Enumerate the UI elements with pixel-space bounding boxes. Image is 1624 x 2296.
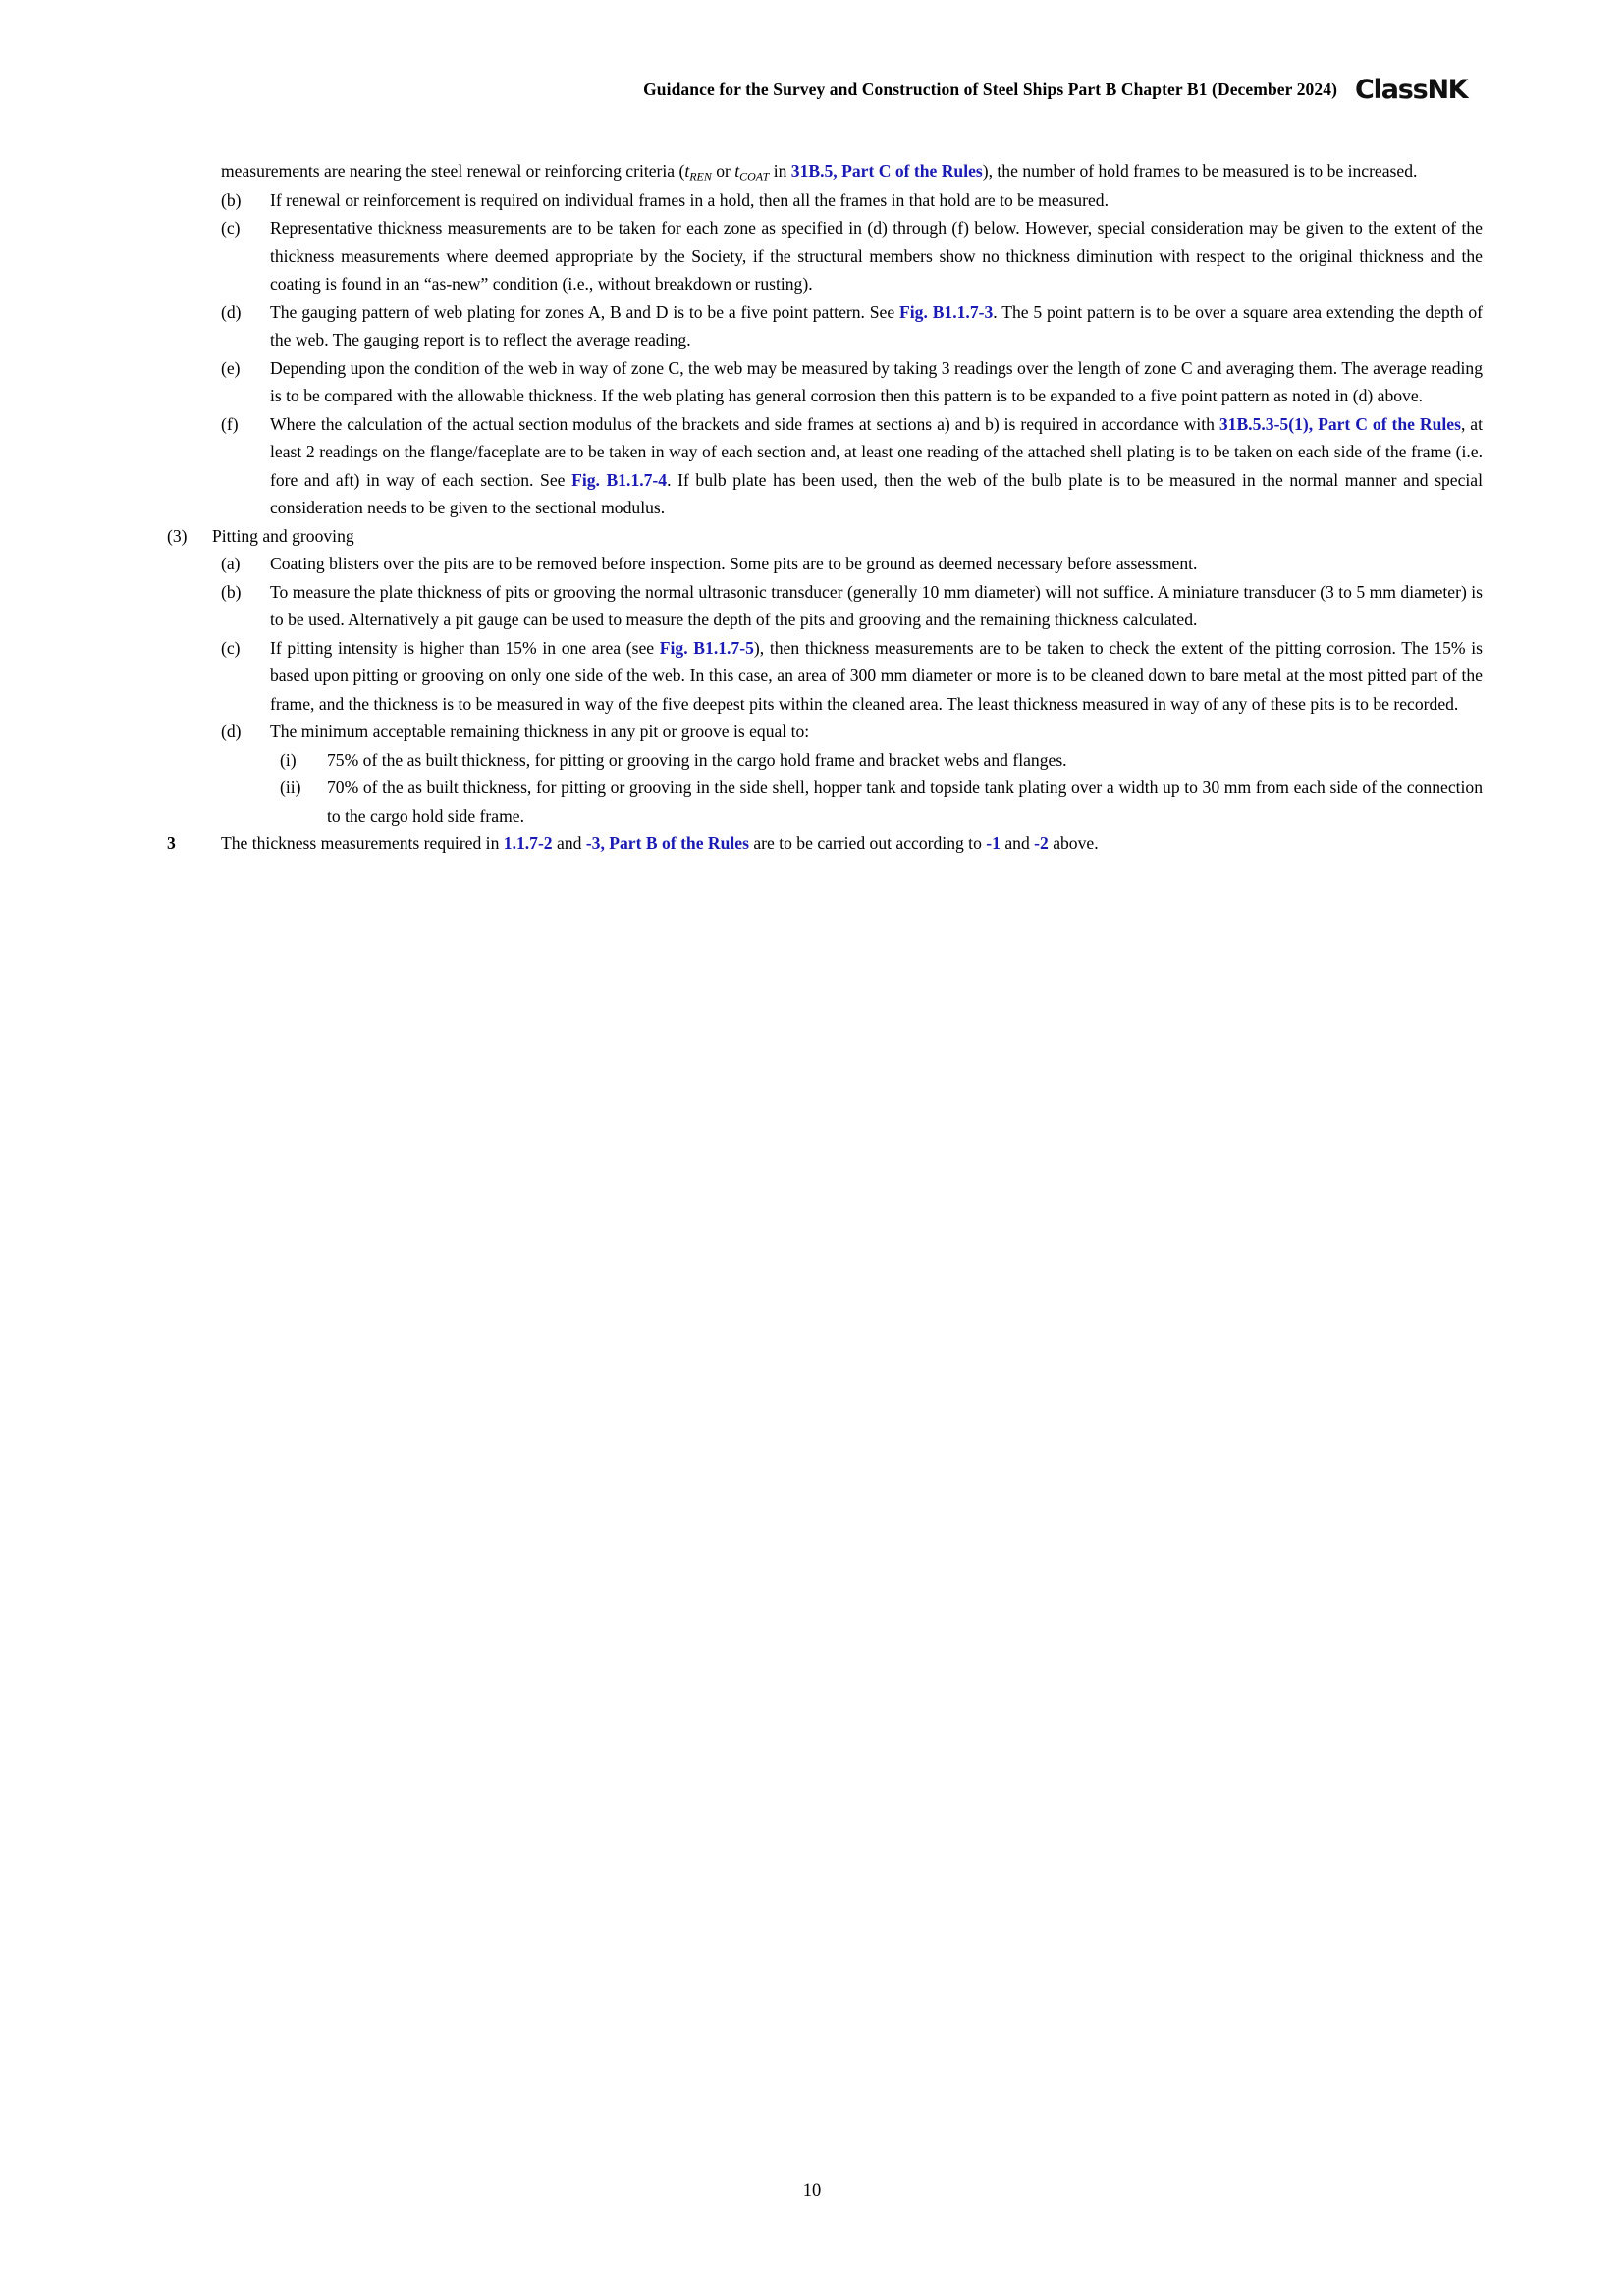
- page-header: [275, 77, 1467, 103]
- t-coat-symbol: t: [734, 161, 740, 181]
- list-item: [221, 354, 1483, 410]
- text-segment: are to be carried out according to: [748, 833, 987, 854]
- list-marker: (b): [221, 189, 242, 210]
- list-item: [221, 187, 1483, 215]
- continuation-post: ), the number of hold frames to be measured is to be increased.: [982, 161, 1418, 181]
- continuation-pre: measurements are nearing the steel renewal or reinforcing criteria (: [221, 161, 685, 181]
- internal-reference-link[interactable]: -1: [986, 833, 1001, 854]
- text-segment: and: [552, 833, 586, 854]
- text-segment: The thickness measurements required in: [221, 833, 504, 854]
- continuation-or: or: [711, 161, 735, 181]
- list-item-text: Pitting and grooving: [212, 525, 354, 546]
- classnk-logo: [1355, 77, 1467, 103]
- continuation-mid: in: [769, 161, 791, 181]
- list-marker: (c): [221, 637, 241, 658]
- text-segment: The gauging pattern of web plating for zones A, B and D is to be a five point pattern. See: [270, 301, 900, 322]
- rules-reference-link[interactable]: -3, Part B of the Rules: [585, 833, 749, 854]
- list-item-text: Coating blisters over the pits are to be removed before inspection. Some pits are to be ground as deemed necessary before assessment.: [270, 554, 1198, 574]
- logo-class-text: Class: [1355, 75, 1428, 105]
- list-marker: (b): [221, 581, 242, 602]
- internal-reference-link[interactable]: -2: [1034, 833, 1049, 854]
- text-segment: and: [1000, 833, 1035, 854]
- list-item-text: The minimum acceptable remaining thickness in any pit or groove is equal to:: [270, 721, 810, 742]
- paragraph-continuation: [221, 157, 1483, 187]
- text-segment: . If bulb plate has been used, then the web of the bulb plate is to be measured in the normal manner and special consideration needs to be given to the sectional modulus.: [270, 469, 1483, 518]
- list-item-text: To measure the plate thickness of pits or grooving the normal ultrasonic transducer (generally 10 mm diameter) will not suffice. A miniature transducer (3 to 5 mm diameter) is to be used. Alternatively a pit gauge can be used to measure the depth of the pits and grooving and the remaining thickness calculated.: [270, 581, 1483, 630]
- list-item: [221, 298, 1483, 354]
- list-item-text: [270, 410, 1483, 522]
- list-item: [221, 410, 1483, 522]
- cross-reference-link[interactable]: 31B.5, Part C of the Rules: [790, 161, 983, 181]
- list-item-text: 70% of the as built thickness, for pitting or grooving in the side shell, hopper tank and topside tank plating over a width up to 30 mm from each side of the connection to the cargo hold side frame.: [327, 777, 1483, 826]
- text-segment: above.: [1048, 833, 1099, 854]
- list-item-text: 75% of the as built thickness, for pitting or grooving in the cargo hold frame and bracket webs and flanges.: [327, 749, 1067, 770]
- list-item-text: If renewal or reinforcement is required on individual frames in a hold, then all the frames in that hold are to be measured.: [270, 189, 1109, 210]
- list-item: [280, 746, 1483, 774]
- t-ren-symbol: t: [684, 161, 690, 181]
- rules-reference-link[interactable]: 31B.5.3-5(1), Part C of the Rules: [1218, 413, 1461, 434]
- list-marker: (d): [221, 721, 242, 742]
- logo-nk-text: NK: [1427, 75, 1467, 105]
- figure-reference-link[interactable]: Fig. B1.1.7-3: [899, 301, 994, 322]
- list-item-text: Representative thickness measurements are to be taken for each zone as specified in (d) through (f) below. However, special consideration may be given to the extent of the thickness measurements where deemed appropriate by the Society, if the structural members show no thickness diminution with respect to the original thickness and the coating is found in an “as-new” condition (i.e., without breakdown or rusting).: [270, 218, 1483, 294]
- list-item: [221, 578, 1483, 634]
- page-number: 10: [802, 2181, 822, 2201]
- text-segment: If pitting intensity is higher than 15% in one area (see: [270, 637, 660, 658]
- list-marker: (c): [221, 218, 241, 239]
- clause-3: [167, 829, 1483, 858]
- list-item-text: [270, 634, 1483, 719]
- t-ren-subscript: REN: [689, 169, 712, 184]
- clause-text: [221, 829, 1483, 858]
- text-segment: Where the calculation of the actual section modulus of the brackets and side frames at sections a) and b) is required in accordance with: [270, 413, 1219, 434]
- list-item-text: [270, 298, 1483, 354]
- list-marker: (3): [167, 525, 188, 546]
- list-item-text: Depending upon the condition of the web in way of zone C, the web may be measured by taking 3 readings over the length of zone C and averaging them. The average reading is to be compared with the allowable thickness. If the web plating has general corrosion then this pattern is to be expanded to a five point pattern as noted in (d) above.: [270, 357, 1483, 406]
- page-footer: [0, 2181, 1624, 2202]
- document-body: [167, 157, 1483, 858]
- list-marker: (i): [280, 749, 297, 770]
- list-marker: (e): [221, 357, 241, 378]
- figure-reference-link[interactable]: Fig. B1.1.7-5: [659, 637, 754, 658]
- rules-reference-link[interactable]: 1.1.7-2: [503, 833, 553, 854]
- list-marker: (a): [221, 554, 241, 574]
- header-title: Guidance for the Survey and Construction of Steel Ships Part B Chapter B1 (December 2024): [643, 80, 1338, 99]
- clause-marker: 3: [167, 833, 176, 854]
- list-marker: (ii): [280, 777, 301, 798]
- list-marker: (f): [221, 413, 239, 434]
- figure-reference-link[interactable]: Fig. B1.1.7-4: [571, 469, 668, 490]
- t-coat-subscript: COAT: [739, 169, 770, 184]
- list-marker: (d): [221, 301, 242, 322]
- list-item: [221, 634, 1483, 719]
- text-segment: , at least 2 readings on the flange/faceplate are to be taken in way of each section and, at least one reading of the attached shell plating is to be taken on each side of the frame (i.e. fore and aft) in way of each section. See: [270, 413, 1483, 490]
- text-segment: ), then thickness measurements are to be taken to check the extent of the pitting corrosion. The 15% is based upon pitting or grooving on only one side of the web. In this case, an area of 300 mm diameter or more is to be cleaned down to bare metal at the most pitted part of the frame, and the thickness is to be measured in way of the five deepest pits within the cleaned area. The least thickness measured in way of any of these pits is to be recorded.: [270, 637, 1484, 714]
- list-item: [167, 522, 1483, 551]
- text-segment: . The 5 point pattern is to be over a square area extending the depth of the web. The gauging report is to reflect the average reading.: [270, 301, 1484, 350]
- list-item: [221, 718, 1483, 746]
- list-item: [280, 774, 1483, 829]
- list-item: [221, 550, 1483, 578]
- list-item: [221, 214, 1483, 298]
